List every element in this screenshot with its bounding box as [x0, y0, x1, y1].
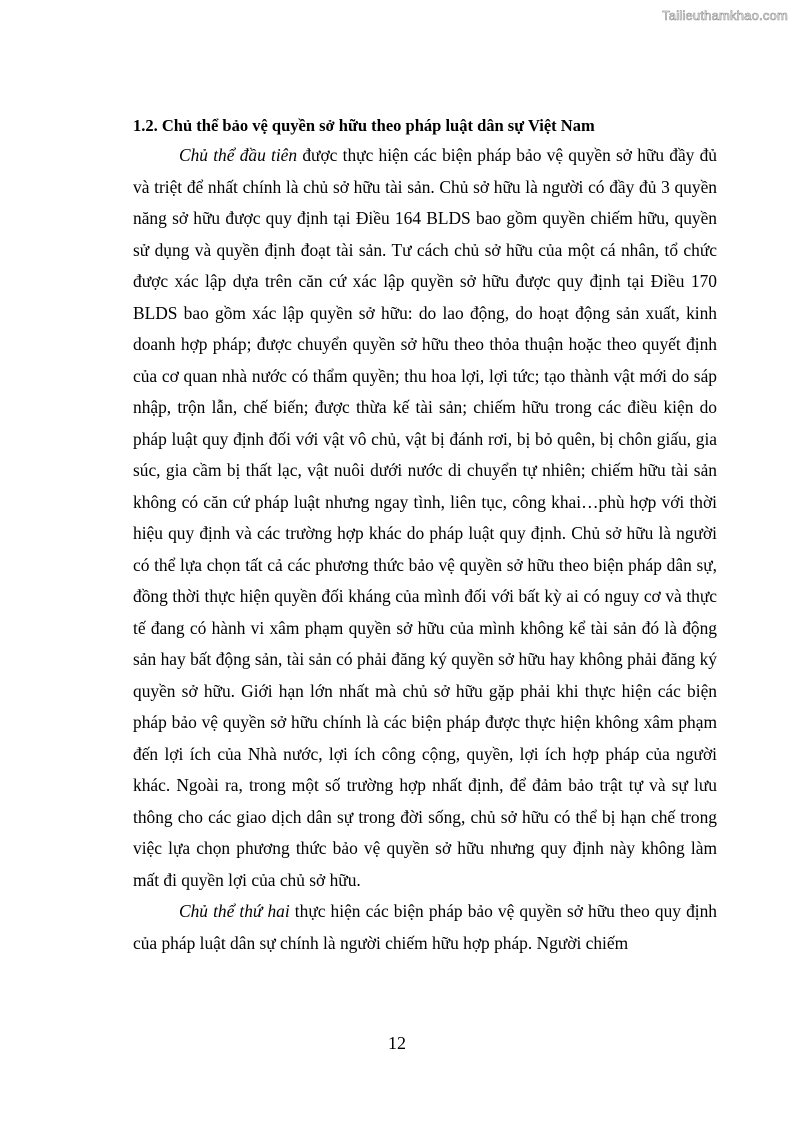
paragraph-text: được thực hiện các biện pháp bảo vệ quyền sở hữu đầy đủ và triệt để nhất chính là chủ sở hữu tài sản. Chủ sở hữu là người có đầy đủ 3 quyền năng sở hữu được quy định tại Điều 164 BLDS bao gồm quyền chiếm hữu, quyền sử dụng và quyền định đoạt tài sản. Tư cách chủ sở hữu của một cá nhân, tổ chức được xác lập dựa trên căn cứ xác lập quyền sở hữu được quy định tại Điều 170 BLDS bao gồm xác lập quyền sở hữu: do lao động, do hoạt động sản xuất, kinh doanh hợp pháp; được chuyển quyền sở hữu theo thỏa thuận hoặc theo quyết định của cơ quan nhà nước có thẩm quyền; thu hoa lợi, lợi tức; tạo thành vật mới do sáp nhập, trộn lẫn, chế biến; được thừa kế tài sản; chiếm hữu trong các điều kiện do pháp luật quy định đối với vật vô chủ, vật bị đánh rơi, bị bỏ quên, bị chôn giấu, gia súc, gia cầm bị thất lạc, vật nuôi dưới nước di chuyển tự nhiên; chiếm hữu tài sản không có căn cứ pháp luật nhưng ngay tình, liên tục, công khai…phù hợp với thời hiệu quy định và các trường hợp khác do pháp luật quy định. Chủ sở hữu là người có thể lựa chọn tất cả các phương thức bảo vệ quyền sở hữu theo biện pháp dân sự, đồng thời thực hiện quyền đối kháng của mình đối với bất kỳ ai có nguy cơ và thực tế đang có hành vi xâm phạm quyền sở hữu của mình không kể tài sản đó là động sản hay bất động sản, tài sản có phải đăng ký quyền sở hữu hay không phải đăng ký quyền sở hữu. Giới hạn lớn nhất mà chủ sở hữu gặp phải khi thực hiện các biện pháp bảo vệ quyền sở hữu chính là các biện pháp được thực hiện không xâm phạm đến lợi ích của Nhà nước, lợi ích công cộng, quyền, lợi ích hợp pháp của người khác. Ngoài ra, trong một số trường hợp nhất định, để đảm bảo trật tự và sự lưu thông cho các giao dịch dân sự trong đời sống, chủ sở hữu có thể bị hạn chế trong việc lựa chọn phương thức bảo vệ quyền sở hữu nhưng quy định này không làm mất đi quyền lợi của chủ sở hữu. [133, 145, 717, 890]
section-heading: 1.2. Chủ thể bảo vệ quyền sở hữu theo pháp luật dân sự Việt Nam [133, 116, 595, 135]
paragraph-lead-italic: Chủ thể thứ hai [179, 901, 290, 921]
document-body [133, 112, 717, 959]
paragraph-first-subject [133, 140, 717, 896]
watermark: Tailieuthamkhao.com [662, 8, 788, 23]
page-number: 12 [388, 1033, 406, 1053]
paragraph-second-subject [133, 896, 717, 959]
paragraph-lead-italic: Chủ thể đầu tiên [179, 145, 298, 165]
paragraph-text: thực hiện các biện pháp bảo vệ quyền sở hữu theo quy định của pháp luật dân sự chính là người chiếm hữu hợp pháp. Người chiếm [133, 901, 717, 953]
